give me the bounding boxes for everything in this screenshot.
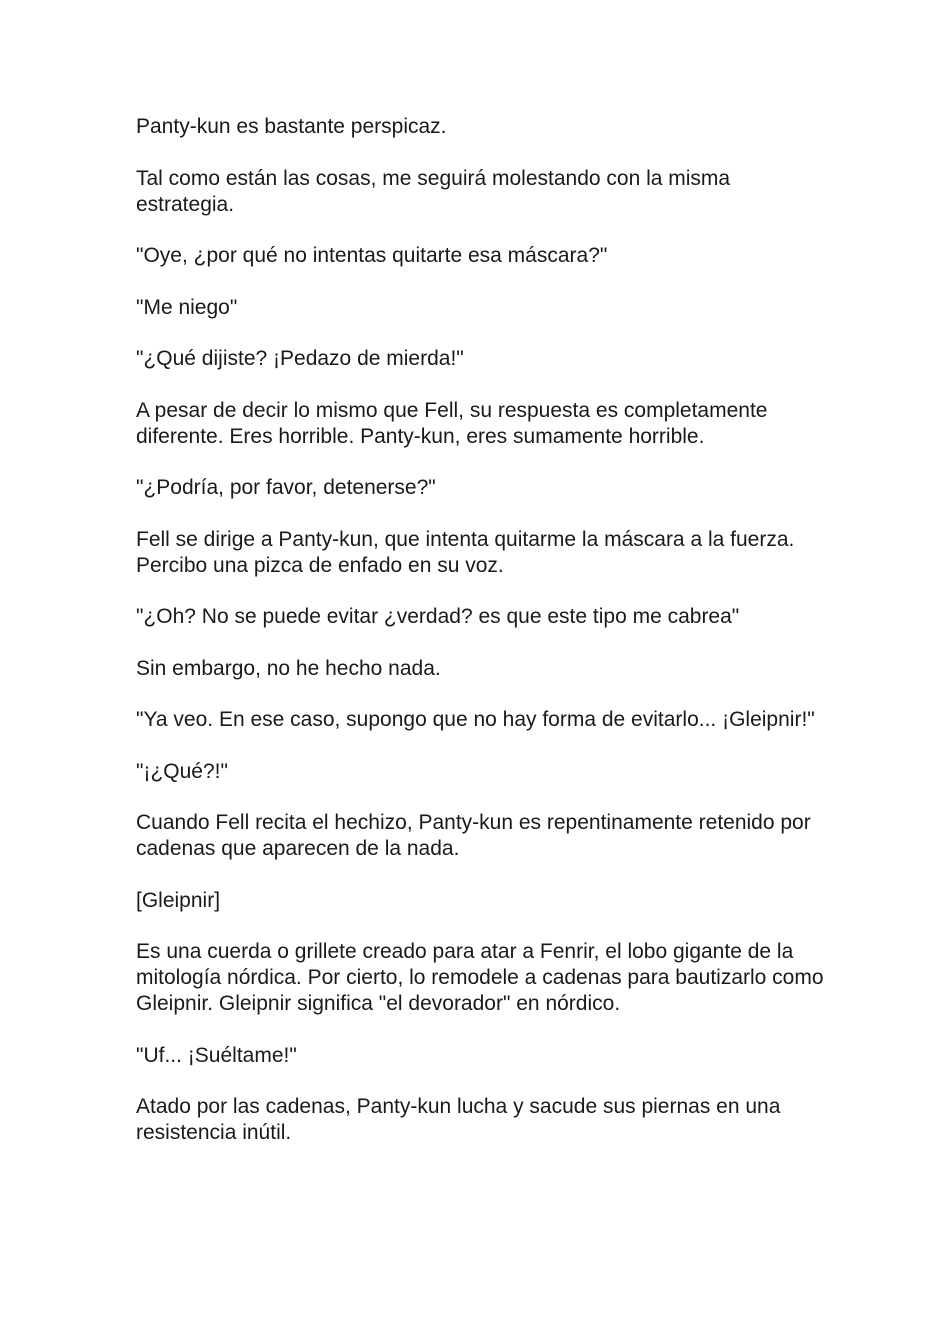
paragraph: "Ya veo. En ese caso, supongo que no hay forma de evitarlo... ¡Gleipnir!": [136, 708, 815, 731]
paragraph: "Me niego": [136, 295, 238, 319]
paragraph: "¿Qué dijiste? ¡Pedazo de mierda!": [136, 347, 464, 370]
paragraph: [Gleipnir]: [136, 888, 221, 912]
paragraph: Tal como están las cosas, me seguirá molestando con la misma estrategia.: [136, 166, 731, 216]
paragraph: "¿Podría, por favor, detenerse?": [136, 476, 436, 499]
paragraph: "Oye, ¿por qué no intentas quitarte esa máscara?": [136, 244, 608, 267]
paragraph: Es una cuerda o grillete creado para atar a Fenrir, el lobo gigante de la mitología nórdica. Por cierto, lo remodele a cadenas para bautizarlo como Gleipnir. Gleipnir significa "el devorador" en nórdico.: [136, 940, 824, 1015]
paragraph: Cuando Fell recita el hechizo, Panty-kun es repentinamente retenido por cadenas que aparecen de la nada.: [136, 811, 811, 860]
paragraph: Sin embargo, no he hecho nada.: [136, 656, 441, 680]
paragraph: Atado por las cadenas, Panty-kun lucha y sacude sus piernas en una resistencia inútil.: [136, 1095, 781, 1144]
paragraph: A pesar de decir lo mismo que Fell, su respuesta es completamente diferente. Eres horrible. Panty-kun, eres sumamente horrible.: [136, 398, 768, 448]
paragraph: "Uf... ¡Suéltame!": [136, 1043, 297, 1067]
paragraph: Fell se dirige a Panty-kun, que intenta quitarme la máscara a la fuerza. Percibo una pizca de enfado en su voz.: [136, 527, 795, 577]
paragraph: "¡¿Qué?!": [136, 759, 228, 783]
paragraph: "¿Oh? No se puede evitar ¿verdad? es que este tipo me cabrea": [136, 605, 740, 628]
document-body: [136, 114, 826, 1172]
paragraph: Panty-kun es bastante perspicaz.: [136, 115, 447, 138]
